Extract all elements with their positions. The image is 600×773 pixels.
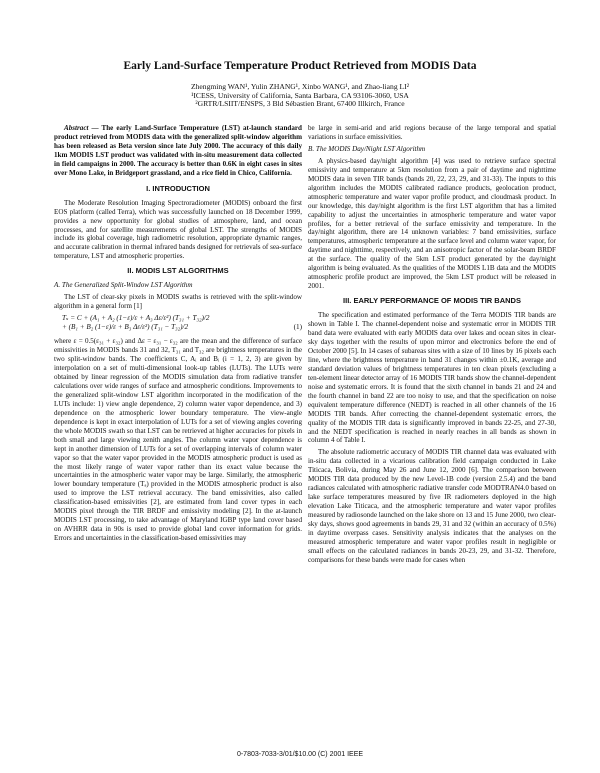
section-heading-performance: III. EARLY PERFORMANCE OF MODIS TIR BANDS: [343, 296, 521, 306]
paragraph-introduction: The Moderate Resolution Imaging Spectroradiometer (MODIS) onboard the first EOS platform (called Terra), which was successfully launched on 18 December 1999, provides a new opportunity for global studies of atmosphere, land, and ocean processes, and for satellite measurements of global LST. The strengths of MODIS include its global coverage, high radiometric resolution, appropriate dynamic ranges, and accurate calibration in thermal infrared bands designed for retrievals of sea-surface temperature, LST and atmospheric properties.: [54, 198, 302, 261]
affiliation-2: ²GRTR/LSIIT/ENSPS, 3 Bld Sébastien Brant, 67400 Illkirch, France: [195, 99, 405, 109]
left-column: [54, 124, 302, 546]
abstract-lead: Abstract: [64, 124, 89, 132]
equation-line-1: Tₛ = C + (A₁ + A₂ (1−ε)/ε + A₃ Δε/ε²) (T₃₁ + T₃₂)/2: [62, 314, 210, 323]
section-heading-algorithms: II. MODIS LST ALGORITHMS: [127, 266, 229, 276]
equation-line-2: + (B₁ + B₂ (1−ε)/ε + B₃ Δε/ε²) (T₃₁ − T₃₂)/2: [62, 323, 189, 332]
author-block: [0, 83, 600, 109]
author-names: Zhengming WAN¹, Yulin ZHANG¹, Xinbo WANG¹, and Zhao-liang LI²: [191, 82, 409, 91]
paragraph-continuation: be large in semi-arid and arid regions because of the large temporal and spatial variations in surface emissivities.: [308, 124, 556, 141]
paragraph-day-night: A physics-based day/night algorithm [4] was used to retrieve surface spectral emissivity and temperature at 5km resolution from a pair of daytime and nighttime MODIS data in seven TIR bands (bands 20, 22, 23, 29, and 31-33). The inputs to this algorithm includes the MODIS calibrated radiance products, geolocation product, atmospheric temperature and water vapor profile product, and cloudmask product. In our knowledge, this day/night algorithm is the first LST algorithm that has a limited capability to adjust the uncertainties in atmospheric temperature and water vapor profiles, for a better retrieval of the surface emissivity and temperature. In the day/night algorithm, there are 14 unknown variables: 7 band emissivities, surface temperatures, atmospheric temperature at the surface level and column water vapor, for daytime and nighttime, respectively, and an anisotropic factor of the solar-beam BRDF at the surface. The quality of the 5km LST product generated by the day/night algorithm is being evaluated. As the qualities of the MODIS L1B data and the MODIS atmospheric profile product are improved, the 5km LST product will be released in 2001.: [308, 156, 556, 291]
affiliation-1: ¹ICESS, University of California, Santa Barbara, CA 93106-3060, USA: [191, 90, 409, 100]
equation-1: [62, 314, 302, 332]
right-column: [308, 124, 556, 568]
section-heading-introduction: I. INTRODUCTION: [146, 183, 210, 193]
subsection-heading-split-window: A. The Generalized Split-Window LST Algorithm: [54, 281, 193, 290]
subsection-heading-day-night: B. The MODIS Day/Night LST Algorithm: [308, 144, 426, 153]
equation-number: (1): [293, 323, 302, 332]
paragraph-split-window-body: where ε = 0.5(ε₃₁ + ε₃₂) and Δε = ε₃₁ − ε₃₂ are the mean and the difference of surface emissivities in MODIS bands 31 and 32, T₃₁ and T₃₂ are brightness temperatures in the two split-window bands. The coefficients C, Aᵢ and Bᵢ (i = 1, 2, 3) are given by interpolation on a set of multi-dimensional look-up tables (LUTs). The LUTs were obtained by linear regression of the MODIS simulation data from radiative transfer calculations over wide ranges of surface and atmospheric conditions. Improvements to the generalized split-window LST algorithm incorporated in the modification of the LUTs include: 1) view angle dependence, 2) column water vapor dependence, and 3) dependence on the atmospheric lower boundary temperature. The view-angle dependence is kept in exact interpolation of LUTs for a set of viewing angles covering the whole MODIS swath so that LST can be retrieved at higher accuracies for pixels in both small and large viewing zenith angles. The column water vapor dependence is kept in another dimension of LUTs for a set of overlapping intervals of column water vapor so that the water vapor provided in the MODIS atmospheric product is used as the most likely range of water vapor rather than its exact value because the uncertainties in the atmospheric water vapor may be large. Similarly, the atmospheric lower boundary temperature (Tₐ) provided in the MODIS atmospheric product is also used to improve the LST retrieval accuracy. The band emissivities, also called classification-based emissivities [2], are estimated from land cover types in each MODIS pixel through the TIR BRDF and emissivity modeling [2]. In the at-launch MODIS LST processing, to take advantage of Maryland IGBP type land cover based on AVHRR data in 90s is used to provide global land cover information for grids. Errors and uncertainties in the classification-based emissivities may: [54, 337, 302, 543]
abstract: [54, 124, 302, 178]
paper-title: Early Land-Surface Temperature Product Retrieved from MODIS Data: [123, 60, 477, 72]
abstract-text: — The early Land-Surface Temperature (LST) at-launch standard product retrieved from MODIS data with the generalized split-window algorithm has been released as Beta version since late July 2000. The accuracy of this daily 1km MODIS LST product was validated with in-situ measurement data collected in field campaigns in 2000. The accuracy is better than 0.6K in eight cases in sites over Mono Lake, in Bridgeport grassland, and a rice field in Chico, California.: [54, 124, 302, 177]
paragraph-performance-2: The absolute radiometric accuracy of MODIS TIR channel data was evaluated with in-situ data collected in a vicarious calibration field campaign conducted in Lake Titicaca, Bolivia, during May 26 and June 12, 2000 [6]. The comparison between MODIS TIR data produced by the new Level-1B code (version 2.5.4) and the band radiances calculated with atmospheric radiative transfer code MODTRAN4.0 based on lake surface temperatures measured by five IR radiometers deployed in the high elevation Lake Titicaca, and the atmospheric temperature and water vapor profiles measured by radiosonde launched on the lake shore on 13 and 15 June 2000, two clear-sky days, shows good agreements in bands 29, 31 and 32 (within an accuracy of 0.5%) in daytime overpass cases. Sensitivity analysis indicates that the analyses on the measured atmospheric temperature and water vapor profiles result in negligible or small effects on the calculated radiances in bands 20-23, 29, and 31-32. Therefore, comparisons for these bands were made for cases when: [308, 448, 556, 564]
paragraph-performance-1: The specification and estimated performance of the Terra MODIS TIR bands are shown in Table I. The channel-dependent noise and systematic error in MODIS TIR band data were evaluated with early MODIS data over lakes and ocean sites in clear-sky days together with the results of upon mirror and electronics before the end of October 2000 [5]. In 14 cases of subareas sites with a size of 10 lines by 16 pixels each line, where the brightness temperature in band 31 changes within ±0.1K, average and standard deviation values of brightness temperatures in ten clean pixels (excluding a ten-element linear detector array of 16 MODIS TIR bands show the channel-dependent noise and systematic errors. It is found that the sixth channel in bands 21 and 24 and the fourth channel in band 22 are too noisy to use, and that the specification on noise equivalent temperature difference (NEDT) is reached in all other channels of the 16 MODIS TIR bands. After correcting the channel-dependent systematic errors, the quality of the MODIS TIR data is significantly improved in bands 22-25, and 27-30, and the NEDT specification is reached in nearly reaches in all bands as shown in column 4 of Table I.: [308, 311, 556, 445]
copyright-footer: 0-7803-7033-3/01/$10.00 (C) 2001 IEEE: [236, 751, 364, 758]
paragraph-split-window-intro: The LST of clear-sky pixels in MODIS swaths is retrieved with the split-window algorithm in a general form [1]: [54, 293, 302, 311]
